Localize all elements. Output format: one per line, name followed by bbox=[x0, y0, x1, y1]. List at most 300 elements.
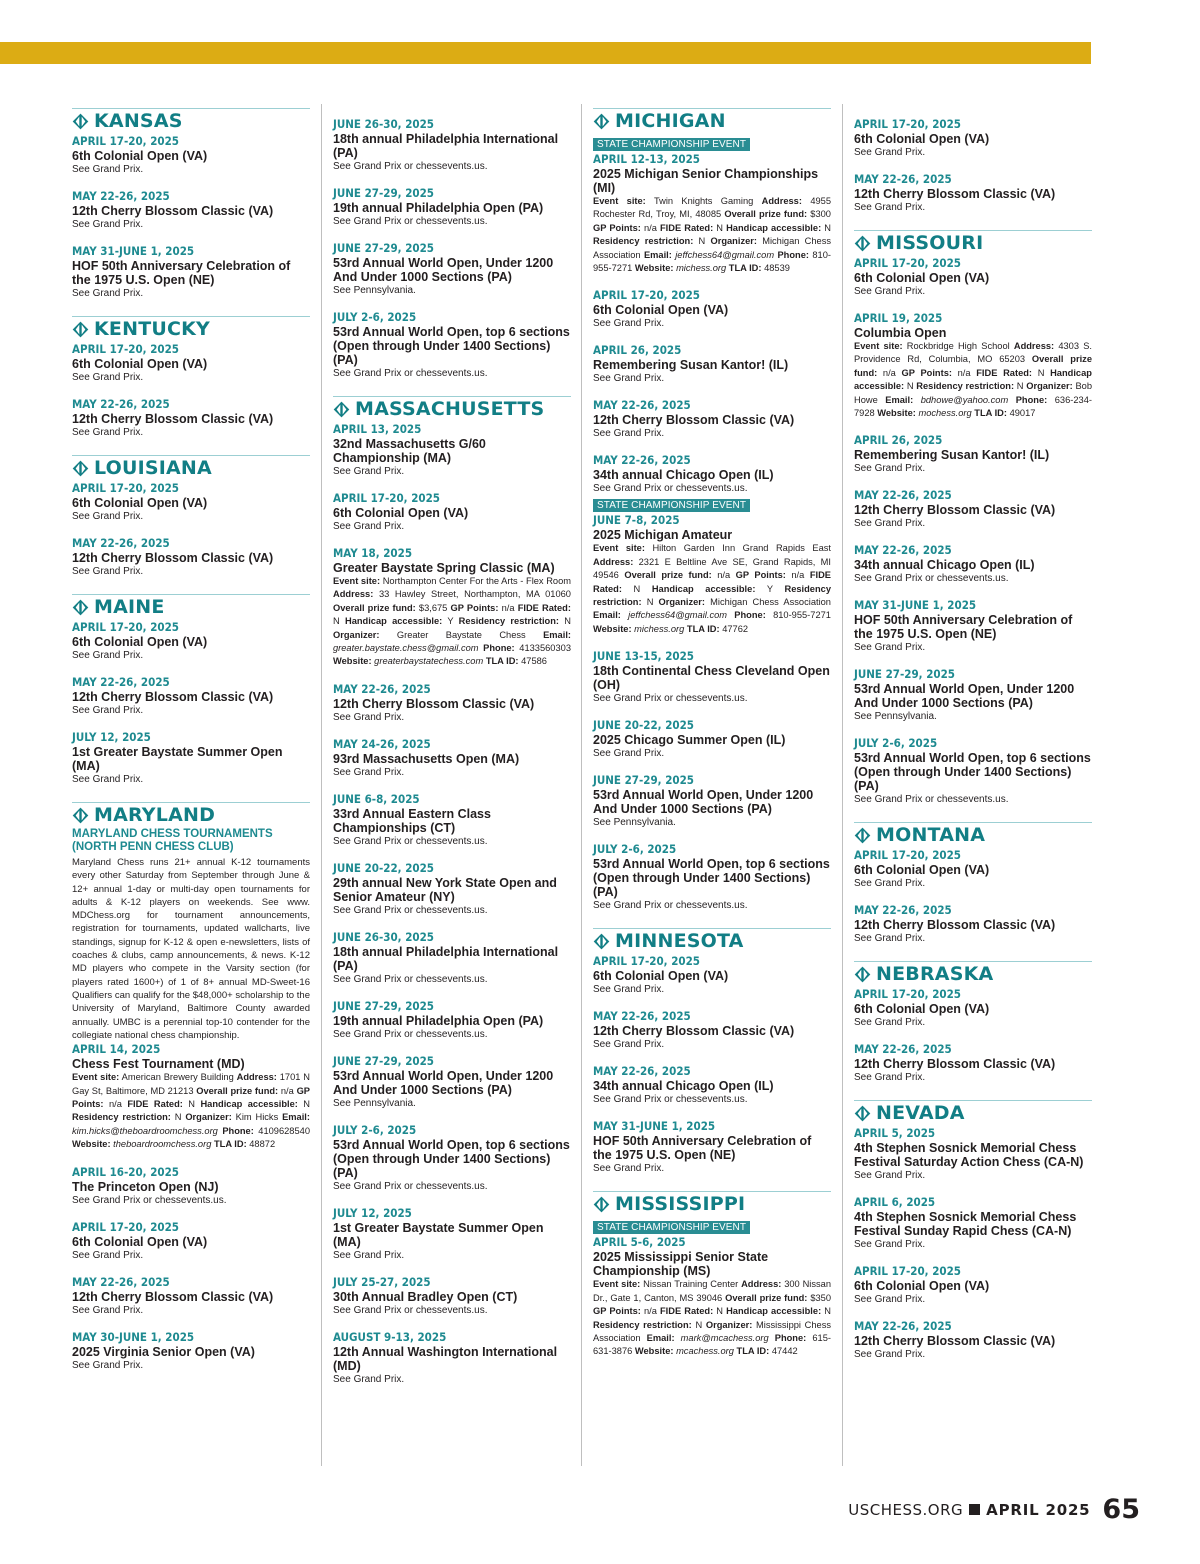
event-date: APRIL 26, 2025 bbox=[593, 343, 682, 358]
event-note: See Grand Prix. bbox=[72, 1249, 144, 1261]
state-header bbox=[333, 396, 571, 420]
event-note: See Grand Prix. bbox=[333, 711, 405, 723]
event-entry bbox=[854, 117, 1092, 159]
detail-value: Y bbox=[447, 616, 454, 627]
detail-value: Twin Knights Gaming bbox=[653, 196, 754, 206]
event-details bbox=[854, 340, 1092, 420]
detail-value: N bbox=[698, 236, 706, 247]
event-date: MAY 22-26, 2025 bbox=[593, 1009, 691, 1024]
detail-value: 615-631-3876 bbox=[593, 1332, 831, 1357]
event-title: 29th annual New York State Open and Senior Amateur (NY) bbox=[333, 875, 557, 904]
event-date: MAY 22-26, 2025 bbox=[854, 1319, 952, 1334]
event-date: MAY 22-26, 2025 bbox=[854, 903, 952, 918]
event-entry bbox=[333, 1054, 571, 1110]
detail-label: Handicap accessible: bbox=[651, 583, 756, 594]
event-note: See Grand Prix or chessevents.us. bbox=[593, 900, 748, 912]
event-entry bbox=[72, 730, 310, 786]
event-entry bbox=[593, 1119, 831, 1175]
detail-value: n/a bbox=[501, 602, 515, 613]
state-name: KANSAS bbox=[94, 110, 183, 132]
detail-label: Residency restriction: bbox=[593, 1319, 692, 1330]
chess-knight-icon bbox=[854, 827, 871, 844]
detail-value: American Brewery Building bbox=[121, 1072, 234, 1083]
event-date: JULY 25-27, 2025 bbox=[333, 1274, 431, 1289]
detail-value: greater.baystate.chess@gmail.com bbox=[333, 643, 479, 654]
event-entry bbox=[333, 491, 571, 533]
event-note: See Grand Prix. bbox=[854, 878, 926, 890]
event-entry bbox=[72, 342, 310, 384]
event-entry bbox=[72, 189, 310, 231]
event-title: 34th annual Chicago Open (IL) bbox=[854, 558, 1035, 573]
state-header bbox=[72, 455, 310, 479]
state-header bbox=[593, 928, 831, 952]
detail-label: Overall prize fund: bbox=[196, 1085, 279, 1096]
event-date: APRIL 16-20, 2025 bbox=[72, 1164, 180, 1179]
detail-value: N bbox=[716, 1306, 723, 1317]
event-note: See Grand Prix. bbox=[854, 1239, 926, 1251]
detail-label: Phone: bbox=[734, 610, 766, 621]
event-title: 6th Colonial Open (VA) bbox=[72, 149, 208, 163]
chess-knight-icon bbox=[72, 460, 89, 477]
detail-value: theboardroomchess.org bbox=[113, 1139, 212, 1150]
state-name: MARYLAND bbox=[94, 804, 216, 826]
event-note: See Grand Prix or chessevents.us. bbox=[333, 835, 488, 847]
event-title: 12th Cherry Blossom Classic (VA) bbox=[854, 503, 1056, 518]
event-entry bbox=[854, 1042, 1092, 1084]
detail-value: 33 Hawley Street, Northampton, MA 01060 bbox=[378, 589, 571, 600]
event-entry bbox=[593, 513, 831, 636]
event-title: 30th Annual Bradley Open (CT) bbox=[333, 1289, 518, 1304]
event-date: JULY 12, 2025 bbox=[72, 730, 151, 744]
event-details bbox=[593, 195, 831, 275]
event-entry bbox=[333, 682, 571, 724]
listing-column bbox=[72, 104, 310, 1372]
detail-value: Nissan Training Center bbox=[643, 1279, 739, 1290]
detail-value: 1701 N Gay St, Baltimore, MD 21213 bbox=[72, 1072, 311, 1096]
state-name: MINNESOTA bbox=[615, 930, 744, 953]
detail-label: FIDE Rated: bbox=[659, 222, 714, 233]
detail-value: 4109628540 bbox=[258, 1125, 310, 1136]
event-title: Greater Baystate Spring Classic (MA) bbox=[333, 561, 555, 575]
column-divider bbox=[321, 104, 322, 1466]
detail-label: Organizer: bbox=[705, 1319, 753, 1330]
event-note: See Grand Prix. bbox=[72, 219, 144, 230]
event-title: 12th Cherry Blossom Classic (VA) bbox=[593, 413, 795, 428]
event-title: 12th Cherry Blossom Classic (VA) bbox=[72, 690, 274, 704]
detail-value: $350 bbox=[810, 1292, 831, 1303]
event-date: APRIL 12-13, 2025 bbox=[593, 152, 701, 166]
event-title: 6th Colonial Open (VA) bbox=[854, 863, 990, 878]
detail-value: n/a bbox=[643, 222, 657, 233]
event-note: See Grand Prix. bbox=[593, 373, 665, 385]
event-entry bbox=[593, 343, 831, 385]
detail-label: Website: bbox=[72, 1139, 111, 1150]
event-title: 34th annual Chicago Open (IL) bbox=[593, 1079, 774, 1094]
event-title: 12th Annual Washington International (MD) bbox=[333, 1344, 558, 1373]
detail-value: Northampton Center For the Arts - Flex Room bbox=[382, 576, 572, 586]
event-entry bbox=[854, 311, 1092, 420]
event-date: APRIL 17-20, 2025 bbox=[72, 134, 180, 148]
event-entry bbox=[333, 1123, 571, 1193]
event-entry bbox=[72, 397, 310, 439]
state-name: MONTANA bbox=[876, 824, 986, 847]
detail-label: Event site: bbox=[593, 196, 646, 206]
state-header bbox=[72, 316, 310, 340]
event-date: JULY 2-6, 2025 bbox=[333, 310, 417, 324]
detail-label: GP Points: bbox=[72, 1085, 310, 1109]
detail-value: Kim Hicks bbox=[235, 1112, 279, 1123]
event-title: HOF 50th Anniversary Celebration of the 1975 U.S. Open (NE) bbox=[854, 613, 1073, 642]
detail-label: Residency restriction: bbox=[458, 616, 559, 627]
event-date: MAY 22-26, 2025 bbox=[593, 453, 691, 468]
event-date: APRIL 17-20, 2025 bbox=[72, 1219, 180, 1234]
event-title: 2025 Virginia Senior Open (VA) bbox=[72, 1344, 255, 1359]
event-date: APRIL 6, 2025 bbox=[854, 1195, 936, 1210]
event-title: 6th Colonial Open (VA) bbox=[854, 1279, 990, 1294]
event-entry bbox=[854, 848, 1092, 890]
event-entry bbox=[593, 718, 831, 760]
page-number: 65 bbox=[1102, 1494, 1140, 1525]
detail-value: n/a bbox=[717, 570, 731, 581]
chess-knight-icon bbox=[72, 113, 89, 130]
event-title: 12th Cherry Blossom Classic (VA) bbox=[854, 1057, 1056, 1072]
event-date: APRIL 17-20, 2025 bbox=[72, 620, 180, 634]
chess-knight-icon bbox=[333, 401, 350, 418]
detail-value: mark@mcachess.org bbox=[680, 1332, 769, 1343]
detail-value: kim.hicks@theboardroomchess.org bbox=[72, 1125, 218, 1136]
state-name: NEVADA bbox=[876, 1102, 965, 1125]
detail-value: 49017 bbox=[1009, 408, 1036, 419]
event-date: JULY 2-6, 2025 bbox=[333, 1122, 417, 1137]
detail-value: N bbox=[174, 1112, 182, 1123]
event-note: See Grand Prix or chessevents.us. bbox=[333, 904, 488, 916]
detail-value: 48539 bbox=[764, 263, 790, 274]
detail-value: jeffchess64@gmail.com bbox=[628, 610, 728, 621]
event-note: See Grand Prix or chessevents.us. bbox=[593, 1094, 748, 1106]
event-entry bbox=[854, 433, 1092, 475]
event-note: See Grand Prix. bbox=[854, 147, 926, 158]
detail-label: Handicap accessible: bbox=[200, 1098, 298, 1109]
event-title: Remembering Susan Kantor! (IL) bbox=[593, 358, 789, 373]
event-date: JUNE 20-22, 2025 bbox=[333, 860, 434, 875]
event-date: AUGUST 9-13, 2025 bbox=[333, 1329, 447, 1344]
detail-label: Handicap accessible: bbox=[344, 616, 443, 627]
detail-value: N bbox=[906, 381, 914, 392]
event-date: APRIL 17-20, 2025 bbox=[854, 1264, 962, 1279]
event-details bbox=[593, 1278, 831, 1358]
event-date: APRIL 17-20, 2025 bbox=[854, 848, 962, 863]
detail-label: Phone: bbox=[774, 1332, 807, 1343]
detail-value: greaterbaystatechess.com bbox=[374, 656, 484, 667]
event-date: APRIL 17-20, 2025 bbox=[593, 288, 701, 303]
event-title: 6th Colonial Open (VA) bbox=[333, 506, 469, 520]
event-details bbox=[333, 575, 571, 669]
detail-value: N bbox=[564, 616, 571, 627]
detail-value: n/a bbox=[108, 1098, 122, 1109]
event-note: See Grand Prix. bbox=[72, 1304, 144, 1316]
event-note: See Grand Prix or chessevents.us. bbox=[333, 1028, 488, 1040]
detail-label: Address: bbox=[236, 1072, 277, 1083]
event-title: 12th Cherry Blossom Classic (VA) bbox=[593, 1024, 795, 1039]
event-note: See Grand Prix. bbox=[854, 202, 926, 213]
event-date: APRIL 17-20, 2025 bbox=[854, 987, 962, 1002]
state-name: MAINE bbox=[94, 596, 165, 618]
event-date: JUNE 27-29, 2025 bbox=[854, 667, 955, 682]
detail-label: Phone: bbox=[483, 643, 515, 654]
event-date: APRIL 13, 2025 bbox=[333, 422, 422, 436]
detail-value: N bbox=[716, 222, 723, 233]
event-note: See Grand Prix. bbox=[854, 1072, 926, 1084]
event-date: JUNE 20-22, 2025 bbox=[593, 718, 694, 733]
event-note: See Grand Prix. bbox=[854, 642, 926, 654]
event-date: JUNE 27-29, 2025 bbox=[333, 1053, 434, 1068]
detail-label: Website: bbox=[333, 656, 372, 667]
detail-value: N bbox=[1016, 381, 1024, 392]
state-section bbox=[593, 1191, 831, 1358]
event-date: MAY 22-26, 2025 bbox=[854, 1042, 952, 1057]
detail-label: TLA ID: bbox=[728, 263, 762, 274]
state-name: MISSISSIPPI bbox=[615, 1193, 746, 1216]
event-note: See Grand Prix. bbox=[854, 1170, 926, 1182]
detail-label: Email: bbox=[885, 394, 914, 405]
event-title: 12th Cherry Blossom Classic (VA) bbox=[333, 696, 535, 711]
event-title: 6th Colonial Open (VA) bbox=[593, 969, 729, 984]
event-entry bbox=[333, 1330, 571, 1386]
event-date: MAY 22-26, 2025 bbox=[72, 397, 170, 411]
event-date: APRIL 26, 2025 bbox=[854, 433, 943, 448]
section-subhead: MARYLAND CHESS TOURNAMENTS (NORTH PENN CHESS CLUB) bbox=[72, 828, 273, 853]
event-title: 2025 Mississippi Senior State Championship (MS) bbox=[593, 1250, 769, 1279]
event-date: JUNE 26-30, 2025 bbox=[333, 929, 434, 944]
event-note: See Grand Prix or chessevents.us. bbox=[333, 1180, 488, 1192]
event-date: MAY 22-26, 2025 bbox=[72, 1274, 170, 1289]
event-title: 12th Cherry Blossom Classic (VA) bbox=[72, 551, 274, 565]
event-note: See Grand Prix. bbox=[854, 1017, 926, 1029]
footer-square-icon bbox=[969, 1504, 980, 1515]
page-footer bbox=[848, 1494, 1140, 1525]
detail-label: TLA ID: bbox=[686, 623, 720, 634]
detail-label: Website: bbox=[593, 623, 632, 634]
state-section bbox=[72, 316, 310, 439]
detail-label: Address: bbox=[761, 196, 802, 206]
event-note: See Grand Prix. bbox=[854, 463, 926, 475]
event-note: See Grand Prix. bbox=[333, 1249, 405, 1261]
detail-label: Address: bbox=[1013, 341, 1055, 351]
state-header bbox=[72, 108, 310, 132]
detail-label: FIDE Rated: bbox=[976, 367, 1033, 378]
detail-value: n/a bbox=[882, 367, 896, 378]
event-title: 6th Colonial Open (VA) bbox=[72, 635, 208, 649]
detail-value: bdhowe@yahoo.com bbox=[920, 394, 1009, 405]
event-note: See Grand Prix or chessevents.us. bbox=[854, 794, 1009, 806]
state-header bbox=[72, 594, 310, 618]
state-championship-badge: STATE CHAMPIONSHIP EVENT bbox=[593, 1221, 750, 1234]
detail-label: Handicap accessible: bbox=[726, 1306, 822, 1317]
event-date: JULY 12, 2025 bbox=[333, 1205, 412, 1220]
event-note: See Grand Prix or chessevents.us. bbox=[333, 1304, 488, 1316]
event-date: JUNE 26-30, 2025 bbox=[333, 117, 434, 131]
event-entry bbox=[593, 1064, 831, 1106]
detail-label: Address: bbox=[593, 556, 634, 567]
event-note: See Grand Prix or chessevents.us. bbox=[333, 973, 488, 985]
event-note: See Pennsylvania. bbox=[854, 711, 937, 723]
event-date: APRIL 5-6, 2025 bbox=[593, 1235, 686, 1250]
detail-label: GP Points: bbox=[450, 602, 499, 613]
event-entry bbox=[72, 675, 310, 717]
event-entry bbox=[333, 186, 571, 228]
event-note: See Grand Prix. bbox=[593, 748, 665, 760]
state-section bbox=[593, 108, 831, 912]
state-championship-badge: STATE CHAMPIONSHIP EVENT bbox=[593, 138, 750, 151]
event-note: See Grand Prix or chessevents.us. bbox=[72, 1194, 227, 1206]
event-title: 6th Colonial Open (VA) bbox=[854, 1002, 990, 1017]
event-entry bbox=[593, 288, 831, 330]
event-note: See Grand Prix. bbox=[593, 428, 665, 440]
state-section bbox=[333, 117, 571, 380]
detail-value: N bbox=[824, 1306, 831, 1317]
event-date: APRIL 17-20, 2025 bbox=[854, 256, 962, 270]
detail-value: 47586 bbox=[521, 656, 547, 667]
detail-label: Website: bbox=[634, 1346, 674, 1357]
detail-value: 4303 S. Providence Rd, Columbia, MO 65203 bbox=[854, 341, 1092, 365]
event-note: See Grand Prix or chessevents.us. bbox=[593, 693, 748, 705]
state-name: MASSACHUSETTS bbox=[355, 398, 545, 420]
event-title: 1st Greater Baystate Summer Open (MA) bbox=[333, 1220, 544, 1249]
event-title: 53rd Annual World Open, Under 1200 And Under 1000 Sections (PA) bbox=[854, 682, 1075, 711]
event-date: APRIL 17-20, 2025 bbox=[333, 491, 441, 505]
detail-label: Event site: bbox=[593, 543, 645, 554]
event-date: JUNE 27-29, 2025 bbox=[333, 998, 434, 1013]
detail-label: Email: bbox=[646, 1332, 675, 1343]
detail-value: 636-234-7928 bbox=[854, 394, 1092, 419]
event-entry bbox=[854, 903, 1092, 945]
event-date: APRIL 19, 2025 bbox=[854, 311, 943, 325]
event-date: MAY 31-JUNE 1, 2025 bbox=[72, 244, 195, 258]
event-details bbox=[593, 542, 831, 636]
event-title: Columbia Open bbox=[854, 326, 947, 340]
detail-label: Phone: bbox=[222, 1125, 254, 1136]
detail-label: FIDE Rated: bbox=[659, 1306, 714, 1317]
event-note: See Grand Prix. bbox=[593, 1163, 665, 1175]
detail-label: TLA ID: bbox=[213, 1139, 247, 1150]
event-note: See Grand Prix. bbox=[333, 521, 405, 532]
detail-label: Residency restriction: bbox=[593, 583, 831, 608]
detail-label: Event site: bbox=[593, 1279, 641, 1290]
detail-label: TLA ID: bbox=[974, 408, 1007, 419]
detail-value: Hilton Garden Inn Grand Rapids East bbox=[652, 543, 832, 554]
event-title: 53rd Annual World Open, Under 1200 And Under 1000 Sections (PA) bbox=[333, 1068, 554, 1097]
event-note: See Grand Prix. bbox=[333, 466, 405, 477]
event-note: See Grand Prix or chessevents.us. bbox=[593, 483, 748, 495]
event-note: See Grand Prix. bbox=[72, 288, 144, 299]
event-entry bbox=[854, 1126, 1092, 1182]
detail-label: FIDE Rated: bbox=[593, 570, 831, 594]
detail-label: Handicap accessible: bbox=[854, 367, 1092, 392]
event-title: 18th annual Philadelphia International (PA) bbox=[333, 132, 559, 160]
event-title: 12th Cherry Blossom Classic (VA) bbox=[72, 412, 274, 426]
detail-value: 4133560303 bbox=[519, 643, 571, 654]
event-entry bbox=[593, 842, 831, 912]
event-title: The Princeton Open (NJ) bbox=[72, 1179, 219, 1194]
event-title: 6th Colonial Open (VA) bbox=[854, 132, 990, 146]
event-date: JUNE 13-15, 2025 bbox=[593, 649, 694, 664]
detail-label: GP Points: bbox=[593, 222, 641, 233]
detail-value: N bbox=[1037, 367, 1045, 378]
state-header bbox=[72, 802, 310, 826]
detail-label: Organizer: bbox=[333, 629, 380, 640]
event-note: See Grand Prix. bbox=[593, 318, 665, 330]
detail-value: N bbox=[633, 583, 641, 594]
detail-value: N bbox=[303, 1098, 311, 1109]
detail-label: GP Points: bbox=[593, 1306, 641, 1317]
event-note: See Grand Prix or chessevents.us. bbox=[854, 573, 1009, 585]
event-title: 2025 Michigan Amateur bbox=[593, 528, 733, 543]
event-date: JUNE 6-8, 2025 bbox=[333, 791, 420, 806]
event-note: See Grand Prix. bbox=[72, 774, 144, 785]
event-date: JUNE 27-29, 2025 bbox=[593, 773, 694, 788]
state-section bbox=[333, 396, 571, 1386]
event-entry bbox=[333, 1275, 571, 1317]
event-entry bbox=[333, 737, 571, 779]
detail-value: $3,675 bbox=[418, 602, 448, 613]
detail-value: jeffchess64@gmail.com bbox=[675, 249, 775, 260]
detail-value: Bob Howe bbox=[854, 381, 1092, 405]
column-divider bbox=[581, 104, 582, 1466]
detail-label: Website: bbox=[634, 263, 674, 274]
event-entry bbox=[333, 117, 571, 173]
event-title: 12th Cherry Blossom Classic (VA) bbox=[72, 204, 274, 218]
event-title: 19th annual Philadelphia Open (PA) bbox=[333, 201, 544, 215]
detail-label: TLA ID: bbox=[485, 656, 519, 667]
event-date: JUNE 27-29, 2025 bbox=[333, 241, 434, 255]
detail-label: Residency restriction: bbox=[916, 381, 1015, 392]
event-entry bbox=[72, 1330, 310, 1372]
event-note: See Grand Prix. bbox=[854, 1349, 926, 1361]
event-entry bbox=[72, 1275, 310, 1317]
event-entry bbox=[854, 1319, 1092, 1361]
event-entry bbox=[854, 488, 1092, 530]
detail-value: N bbox=[333, 616, 340, 627]
detail-value: N bbox=[188, 1098, 196, 1109]
detail-label: Organizer: bbox=[1026, 381, 1073, 392]
event-date: MAY 22-26, 2025 bbox=[854, 488, 952, 503]
detail-value: mochess.org bbox=[918, 408, 972, 419]
event-title: 53rd Annual World Open, top 6 sections (Open through Under 1400 Sections) (PA) bbox=[593, 857, 830, 900]
event-date: APRIL 17-20, 2025 bbox=[72, 342, 180, 356]
detail-value: 810-955-7271 bbox=[593, 249, 831, 274]
detail-value: Y bbox=[766, 583, 773, 594]
event-entry bbox=[593, 954, 831, 996]
event-note: See Grand Prix. bbox=[72, 705, 144, 716]
chess-knight-icon bbox=[854, 235, 871, 252]
event-title: 53rd Annual World Open, top 6 sections (Open through Under 1400 Sections) (PA) bbox=[854, 751, 1091, 794]
event-title: 6th Colonial Open (VA) bbox=[854, 271, 990, 285]
state-header bbox=[854, 230, 1092, 254]
event-entry bbox=[593, 398, 831, 440]
footer-site: USCHESS.ORG bbox=[848, 1500, 964, 1519]
event-date: MAY 18, 2025 bbox=[333, 546, 413, 560]
event-note: See Grand Prix. bbox=[72, 566, 144, 577]
state-section bbox=[854, 117, 1092, 214]
detail-label: Email: bbox=[282, 1112, 310, 1123]
state-name: LOUISIANA bbox=[94, 457, 212, 479]
state-section bbox=[854, 822, 1092, 945]
detail-value: N bbox=[695, 1319, 703, 1330]
state-section bbox=[72, 594, 310, 786]
detail-value: n/a bbox=[957, 367, 971, 378]
detail-label: Event site: bbox=[854, 341, 903, 351]
event-title: 12th Cherry Blossom Classic (VA) bbox=[854, 1334, 1056, 1349]
